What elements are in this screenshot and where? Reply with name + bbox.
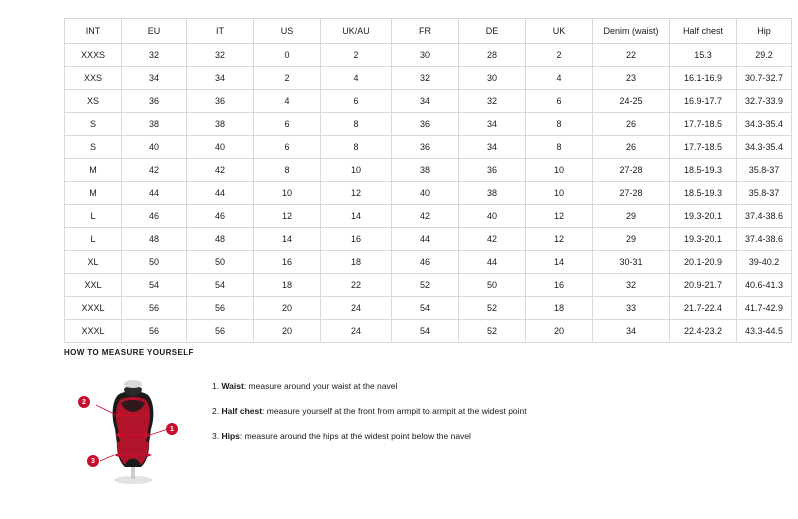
- cell-uk-au: 12: [321, 182, 392, 205]
- cell-fr: 34: [392, 90, 459, 113]
- cell-hip: 40.6-41.3: [737, 274, 792, 297]
- cell-it: 42: [187, 159, 254, 182]
- cell-hip: 39-40.2: [737, 251, 792, 274]
- cell-denim-waist: 24-25: [593, 90, 670, 113]
- cell-denim-waist: 34: [593, 320, 670, 343]
- cell-uk: 12: [526, 205, 593, 228]
- instruction-hips-term: Hips: [221, 431, 240, 442]
- cell-int: XXXL: [65, 297, 122, 320]
- cell-fr: 42: [392, 205, 459, 228]
- column-header-int: INT: [65, 19, 122, 44]
- cell-us: 6: [254, 113, 321, 136]
- cell-us: 2: [254, 67, 321, 90]
- mannequin-figure: [78, 367, 188, 487]
- cell-hip: 35.8-37: [737, 182, 792, 205]
- table-row: [65, 297, 792, 320]
- instruction-half-chest-text: : measure yourself at the front from armpit to armpit at the widest point: [262, 406, 527, 417]
- cell-hip: 34.3-35.4: [737, 136, 792, 159]
- cell-int: M: [65, 159, 122, 182]
- cell-eu: 38: [122, 113, 187, 136]
- cell-uk-au: 16: [321, 228, 392, 251]
- column-header-half-chest: Half chest: [670, 19, 737, 44]
- cell-eu: 44: [122, 182, 187, 205]
- cell-half-chest: 21.7-22.4: [670, 297, 737, 320]
- instruction-half-chest-term: Half chest: [221, 406, 263, 417]
- cell-de: 28: [459, 44, 526, 67]
- cell-it: 44: [187, 182, 254, 205]
- cell-us: 16: [254, 251, 321, 274]
- cell-uk: 8: [526, 113, 593, 136]
- cell-it: 32: [187, 44, 254, 67]
- size-chart-table: [64, 18, 792, 343]
- cell-uk: 16: [526, 274, 593, 297]
- table-row: [65, 113, 792, 136]
- cell-us: 10: [254, 182, 321, 205]
- cell-de: 34: [459, 113, 526, 136]
- cell-it: 56: [187, 297, 254, 320]
- instruction-waist-text: : measure around your waist at the navel: [243, 381, 398, 391]
- cell-us: 4: [254, 90, 321, 113]
- instruction-waist: [212, 381, 527, 391]
- cell-uk-au: 24: [321, 297, 392, 320]
- section-title: HOW TO MEASURE YOURSELF: [64, 348, 194, 357]
- figure-badge-3: 3: [87, 455, 99, 467]
- cell-int: XXXL: [65, 320, 122, 343]
- cell-eu: 36: [122, 90, 187, 113]
- cell-eu: 46: [122, 205, 187, 228]
- cell-hip: 35.8-37: [737, 159, 792, 182]
- table-body: [65, 44, 792, 343]
- cell-uk-au: 8: [321, 113, 392, 136]
- cell-uk-au: 10: [321, 159, 392, 182]
- cell-half-chest: 17.7-18.5: [670, 136, 737, 159]
- cell-it: 54: [187, 274, 254, 297]
- cell-uk-au: 24: [321, 320, 392, 343]
- instruction-hips-text: : measure around the hips at the widest point below the navel: [239, 431, 471, 442]
- cell-eu: 56: [122, 297, 187, 320]
- cell-int: L: [65, 205, 122, 228]
- cell-uk-au: 22: [321, 274, 392, 297]
- cell-half-chest: 20.1-20.9: [670, 251, 737, 274]
- cell-half-chest: 22.4-23.2: [670, 320, 737, 343]
- cell-eu: 56: [122, 320, 187, 343]
- cell-de: 52: [459, 320, 526, 343]
- cell-half-chest: 17.7-18.5: [670, 113, 737, 136]
- cell-uk: 10: [526, 159, 593, 182]
- cell-fr: 36: [392, 113, 459, 136]
- instruction-waist-term: Waist: [221, 381, 244, 391]
- cell-denim-waist: 27-28: [593, 182, 670, 205]
- column-header-uk: UK: [526, 19, 593, 44]
- cell-eu: 42: [122, 159, 187, 182]
- cell-int: S: [65, 136, 122, 159]
- cell-int: XS: [65, 90, 122, 113]
- cell-fr: 52: [392, 274, 459, 297]
- cell-de: 38: [459, 182, 526, 205]
- cell-eu: 50: [122, 251, 187, 274]
- cell-half-chest: 20.9-21.7: [670, 274, 737, 297]
- table-row: [65, 320, 792, 343]
- figure-badge-2: 2: [78, 396, 90, 408]
- column-header-hip: Hip: [737, 19, 792, 44]
- cell-eu: 34: [122, 67, 187, 90]
- cell-int: M: [65, 182, 122, 205]
- cell-int: XXXS: [65, 44, 122, 67]
- cell-us: 6: [254, 136, 321, 159]
- cell-int: S: [65, 113, 122, 136]
- table-row: [65, 228, 792, 251]
- table-row: [65, 274, 792, 297]
- cell-us: 0: [254, 44, 321, 67]
- cell-eu: 54: [122, 274, 187, 297]
- cell-uk: 4: [526, 67, 593, 90]
- cell-uk-au: 18: [321, 251, 392, 274]
- table-head: [65, 19, 792, 44]
- cell-de: 30: [459, 67, 526, 90]
- cell-fr: 32: [392, 67, 459, 90]
- cell-de: 32: [459, 90, 526, 113]
- cell-hip: 37.4-38.6: [737, 228, 792, 251]
- cell-uk: 2: [526, 44, 593, 67]
- cell-de: 50: [459, 274, 526, 297]
- cell-int: XXL: [65, 274, 122, 297]
- cell-fr: 40: [392, 182, 459, 205]
- size-chart-table-wrapper: [64, 18, 784, 343]
- cell-it: 38: [187, 113, 254, 136]
- cell-fr: 30: [392, 44, 459, 67]
- cell-it: 36: [187, 90, 254, 113]
- cell-denim-waist: 29: [593, 228, 670, 251]
- cell-uk: 14: [526, 251, 593, 274]
- cell-fr: 38: [392, 159, 459, 182]
- instruction-hips-number: 3.: [212, 431, 222, 442]
- cell-de: 44: [459, 251, 526, 274]
- cell-fr: 54: [392, 297, 459, 320]
- cell-hip: 43.3-44.5: [737, 320, 792, 343]
- cell-denim-waist: 26: [593, 113, 670, 136]
- cell-half-chest: 19.3-20.1: [670, 205, 737, 228]
- cell-half-chest: 16.1-16.9: [670, 67, 737, 90]
- table-row: [65, 67, 792, 90]
- instruction-half-chest: [212, 406, 527, 416]
- cell-us: 18: [254, 274, 321, 297]
- cell-denim-waist: 32: [593, 274, 670, 297]
- cell-uk: 6: [526, 90, 593, 113]
- cell-it: 56: [187, 320, 254, 343]
- instruction-half-chest-number: 2.: [212, 406, 222, 417]
- cell-it: 34: [187, 67, 254, 90]
- column-header-uk-au: UK/AU: [321, 19, 392, 44]
- cell-hip: 37.4-38.6: [737, 205, 792, 228]
- table-row: [65, 251, 792, 274]
- cell-uk: 20: [526, 320, 593, 343]
- cell-de: 52: [459, 297, 526, 320]
- cell-half-chest: 18.5-19.3: [670, 182, 737, 205]
- cell-int: XL: [65, 251, 122, 274]
- cell-hip: 30.7-32.7: [737, 67, 792, 90]
- cell-it: 48: [187, 228, 254, 251]
- cell-int: L: [65, 228, 122, 251]
- cell-it: 40: [187, 136, 254, 159]
- cell-denim-waist: 30-31: [593, 251, 670, 274]
- cell-us: 20: [254, 297, 321, 320]
- cell-eu: 40: [122, 136, 187, 159]
- cell-de: 34: [459, 136, 526, 159]
- cell-uk-au: 2: [321, 44, 392, 67]
- column-header-it: IT: [187, 19, 254, 44]
- cell-us: 14: [254, 228, 321, 251]
- cell-de: 40: [459, 205, 526, 228]
- cell-half-chest: 15.3: [670, 44, 737, 67]
- cell-uk: 8: [526, 136, 593, 159]
- how-to-measure-section: [64, 348, 744, 487]
- cell-uk: 18: [526, 297, 593, 320]
- instruction-waist-number: 1.: [212, 381, 222, 391]
- table-row: [65, 90, 792, 113]
- measure-instructions: [212, 367, 527, 457]
- cell-uk-au: 8: [321, 136, 392, 159]
- cell-uk-au: 4: [321, 67, 392, 90]
- cell-denim-waist: 29: [593, 205, 670, 228]
- cell-eu: 48: [122, 228, 187, 251]
- cell-denim-waist: 27-28: [593, 159, 670, 182]
- column-header-de: DE: [459, 19, 526, 44]
- column-header-eu: EU: [122, 19, 187, 44]
- cell-us: 12: [254, 205, 321, 228]
- cell-denim-waist: 26: [593, 136, 670, 159]
- table-row: [65, 136, 792, 159]
- table-row: [65, 44, 792, 67]
- cell-it: 46: [187, 205, 254, 228]
- mannequin-illustration-icon: [90, 367, 176, 487]
- table-header-row: [65, 19, 792, 44]
- cell-it: 50: [187, 251, 254, 274]
- table-row: [65, 159, 792, 182]
- column-header-fr: FR: [392, 19, 459, 44]
- figure-badge-1: 1: [166, 423, 178, 435]
- cell-de: 36: [459, 159, 526, 182]
- measure-body: [64, 367, 744, 487]
- cell-fr: 46: [392, 251, 459, 274]
- table-row: [65, 182, 792, 205]
- cell-hip: 34.3-35.4: [737, 113, 792, 136]
- instruction-hips: [212, 431, 527, 441]
- cell-fr: 44: [392, 228, 459, 251]
- cell-half-chest: 18.5-19.3: [670, 159, 737, 182]
- cell-uk-au: 14: [321, 205, 392, 228]
- column-header-us: US: [254, 19, 321, 44]
- cell-hip: 29.2: [737, 44, 792, 67]
- cell-uk-au: 6: [321, 90, 392, 113]
- cell-hip: 41.7-42.9: [737, 297, 792, 320]
- cell-eu: 32: [122, 44, 187, 67]
- cell-denim-waist: 22: [593, 44, 670, 67]
- cell-fr: 36: [392, 136, 459, 159]
- cell-de: 42: [459, 228, 526, 251]
- table-row: [65, 205, 792, 228]
- cell-fr: 54: [392, 320, 459, 343]
- cell-hip: 32.7-33.9: [737, 90, 792, 113]
- cell-us: 8: [254, 159, 321, 182]
- column-header-denim-waist: Denim (waist): [593, 19, 670, 44]
- cell-int: XXS: [65, 67, 122, 90]
- cell-half-chest: 19.3-20.1: [670, 228, 737, 251]
- cell-denim-waist: 23: [593, 67, 670, 90]
- cell-uk: 12: [526, 228, 593, 251]
- cell-uk: 10: [526, 182, 593, 205]
- cell-half-chest: 16.9-17.7: [670, 90, 737, 113]
- cell-denim-waist: 33: [593, 297, 670, 320]
- cell-us: 20: [254, 320, 321, 343]
